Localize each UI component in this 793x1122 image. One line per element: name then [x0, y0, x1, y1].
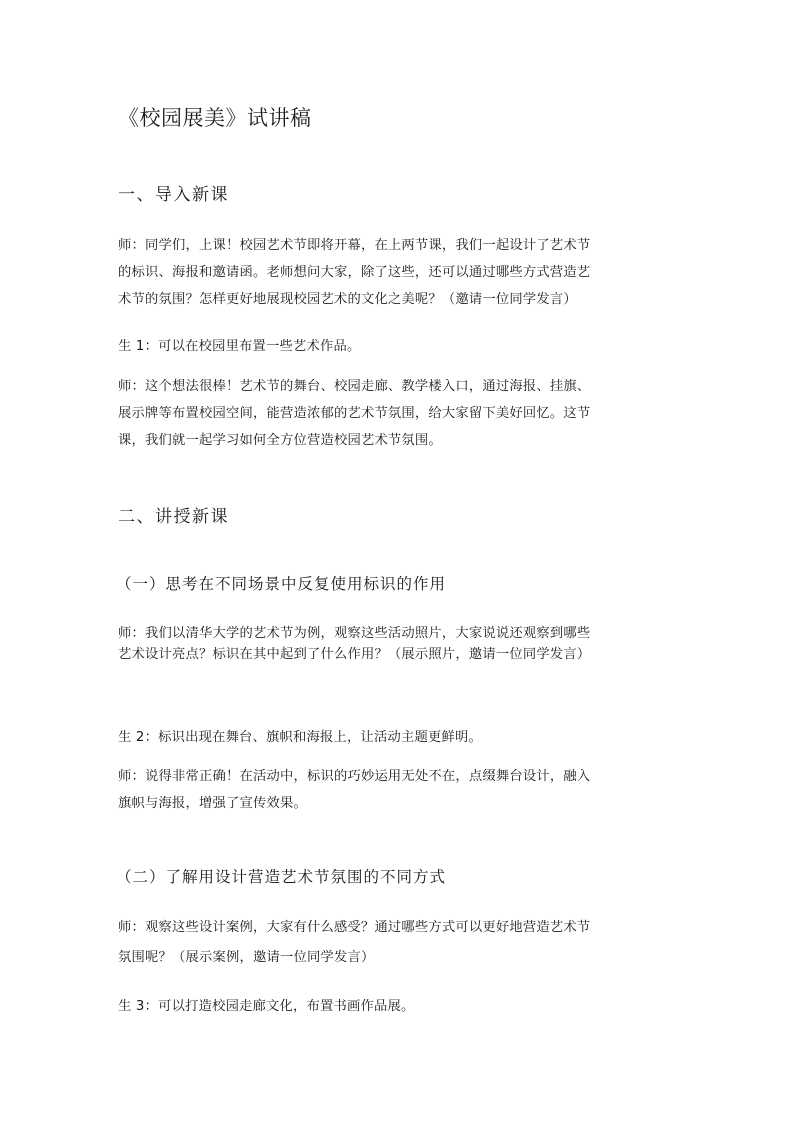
paragraph-line: 旗帜与海报，增强了宣传效果。	[118, 796, 307, 811]
paragraph-teacher-intro	[118, 232, 678, 313]
paragraph-line: 术节的氛围？怎样更好地展现校园艺术的文化之美呢？（邀请一位同学发言）	[118, 292, 577, 307]
paragraph-teacher-logo-question	[118, 623, 678, 665]
paragraph-line: 师：我们以清华大学的艺术节为例，观察这些活动照片，大家说说还观察到哪些	[118, 626, 591, 641]
section-heading-new-lesson: 二、讲授新课	[118, 507, 229, 527]
paragraph-line: 的标识、海报和邀请函。老师想问大家，除了这些，还可以通过哪些方式营造艺	[118, 265, 591, 280]
paragraph-line: 课，我们就一起学习如何全方位营造校园艺术节氛围。	[118, 433, 442, 448]
paragraph-line: 艺术设计亮点？标识在其中起到了什么作用？（展示照片，邀请一位同学发言）	[118, 647, 591, 662]
paragraph-student-3: 生 3：可以打造校园走廊文化，布置书画作品展。	[118, 999, 415, 1014]
paragraph-line: 展示牌等布置校园空间，能营造浓郁的艺术节氛围，给大家留下美好回忆。这节	[118, 406, 591, 421]
paragraph-teacher-response-2	[118, 763, 678, 817]
subsection-heading-1: （一）思考在不同场景中反复使用标识的作用	[116, 575, 447, 593]
section-heading-intro: 一、导入新课	[118, 185, 229, 205]
paragraph-line: 师：这个想法很棒！艺术节的舞台、校园走廊、教学楼入口，通过海报、挂旗、	[118, 379, 591, 394]
paragraph-line: 师：观察这些设计案例，大家有什么感受？通过哪些方式可以更好地营造艺术节	[118, 920, 591, 935]
paragraph-student-2: 生 2：标识出现在舞台、旗帜和海报上，让活动主题更鲜明。	[118, 730, 483, 745]
paragraph-teacher-design-question	[118, 913, 678, 973]
paragraph-line: 师：说得非常正确！在活动中，标识的巧妙运用无处不在，点缀舞台设计，融入	[118, 769, 591, 784]
subsection-heading-2: （二）了解用设计营造艺术节氛围的不同方式	[116, 868, 447, 886]
paragraph-teacher-response-1	[118, 373, 678, 454]
paragraph-line: 氛围呢？（展示案例，邀请一位同学发言）	[118, 950, 375, 965]
document-title: 《校园展美》试讲稿	[118, 106, 312, 130]
paragraph-line: 师：同学们，上课！校园艺术节即将开幕，在上两节课，我们一起设计了艺术节	[118, 238, 591, 253]
paragraph-student-1: 生 1：可以在校园里布置一些艺术作品。	[118, 339, 361, 354]
